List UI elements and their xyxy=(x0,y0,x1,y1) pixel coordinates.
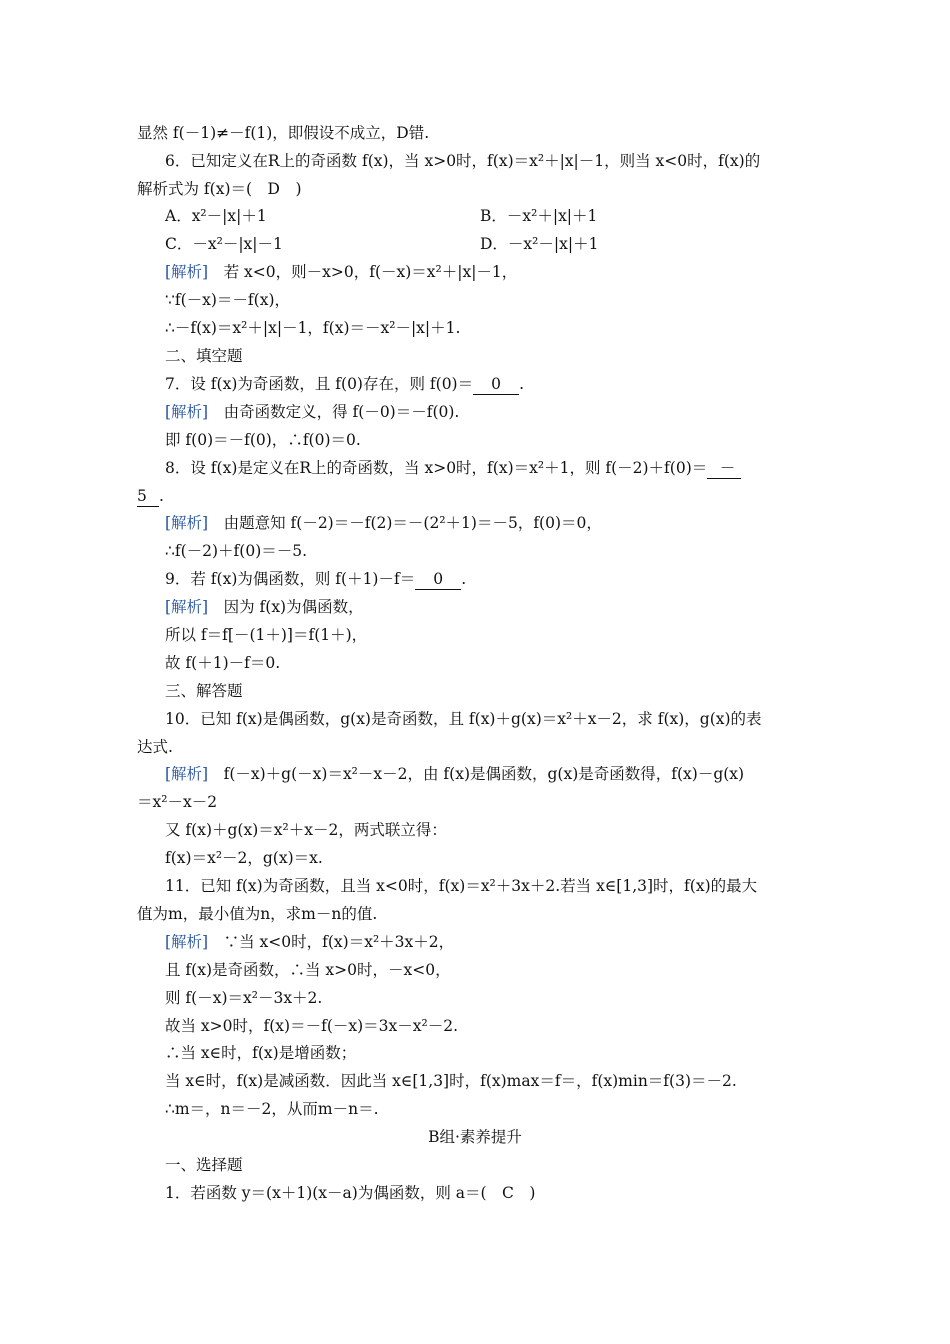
question-text: . xyxy=(461,570,467,588)
analysis-tag: [解析] xyxy=(165,598,209,616)
analysis-line xyxy=(165,513,602,533)
analysis-line xyxy=(165,402,459,422)
text-line: 故 f(＋1)－f＝0. xyxy=(165,654,281,672)
analysis-tag: [解析] xyxy=(165,765,209,783)
analysis-text: 若 x<0，则－x>0，f(－x)＝x²＋|x|－1， xyxy=(208,263,518,281)
question-text: 7．设 f(x)为奇函数，且 f(0)存在，则 f(0)＝ xyxy=(165,375,474,393)
question-8-cont xyxy=(137,486,164,507)
question-11: 11．已知 f(x)为奇函数，且当 x<0时，f(x)＝x²＋3x＋2.若当 x∈[1,3]时，f(x)的最大 xyxy=(165,877,758,895)
option-d: D．－x²－|x|＋1 xyxy=(480,235,599,253)
analysis-line xyxy=(165,597,364,617)
text-line: ∵f(－x)＝－f(x)， xyxy=(165,291,291,309)
question-text: 9．若 f(x)为偶函数，则 f(＋1)－f＝ xyxy=(165,570,416,588)
section-heading-choice: 一、选择题 xyxy=(165,1156,243,1174)
options-row xyxy=(165,234,599,254)
option-a: A．x²－|x|＋1 xyxy=(165,207,267,225)
analysis-tag: [解析] xyxy=(165,514,209,532)
question-text: 8．设 f(x)是定义在R上的奇函数，当 x>0时，f(x)＝x²＋1，则 f(－2)＋f(0)＝ xyxy=(165,459,708,477)
question-9 xyxy=(165,569,466,590)
question-8 xyxy=(165,458,741,479)
text-line: ∴f(－2)＋f(0)＝－5. xyxy=(165,542,308,560)
text-line: 当 x∈时，f(x)是减函数．因此当 x∈[1,3]时，f(x)max＝f＝，f(x)min＝f(3)＝－2. xyxy=(165,1072,737,1090)
text-line: 且 f(x)是奇函数，∴当 x>0时，－x<0， xyxy=(165,961,451,979)
section-heading-fill: 二、填空题 xyxy=(165,347,243,365)
question-text: . xyxy=(519,375,525,393)
question-6: 6．已知定义在R上的奇函数 f(x)，当 x>0时，f(x)＝x²＋|x|－1，则当 x<0时，f(x)的 xyxy=(165,152,761,170)
text-line: ∴m＝，n＝－2，从而m－n＝. xyxy=(165,1100,379,1118)
text-line: 即 f(0)＝－f(0)，∴f(0)＝0. xyxy=(165,431,361,449)
group-b-heading: B组·素养提升 xyxy=(428,1128,522,1146)
answer-blank: － xyxy=(707,458,741,479)
text-line: 所以 f＝f[－(1＋)]＝f(1＋)， xyxy=(165,626,368,644)
text-line: ＝x²－x－2 xyxy=(137,793,218,811)
answer-blank: 5 xyxy=(137,486,159,507)
question-10-cont: 达式. xyxy=(137,738,173,756)
answer-blank: 0 xyxy=(415,569,461,590)
question-text: . xyxy=(159,487,164,505)
text-line: 显然 f(－1)≠－f(1)，即假设不成立，D错. xyxy=(137,124,430,142)
analysis-tag: [解析] xyxy=(165,933,209,951)
analysis-text: 因为 f(x)为偶函数， xyxy=(208,598,364,616)
analysis-line xyxy=(165,932,454,952)
options-row xyxy=(165,206,598,226)
analysis-line xyxy=(165,764,744,784)
analysis-text: 由题意知 f(－2)＝－f(2)＝－(2²＋1)＝－5，f(0)＝0， xyxy=(208,514,602,532)
text-line: ∴－f(x)＝x²＋|x|－1，f(x)＝－x²－|x|＋1. xyxy=(165,319,461,337)
text-line: f(x)＝x²－2，g(x)＝x. xyxy=(165,849,323,867)
text-line: 故当 x>0时，f(x)＝－f(－x)＝3x－x²－2. xyxy=(165,1017,459,1035)
analysis-text: f(－x)＋g(－x)＝x²－x－2，由 f(x)是偶函数，g(x)是奇函数得，f(x)－g(x) xyxy=(208,765,745,783)
answer-blank: 0 xyxy=(473,374,519,395)
analysis-line xyxy=(165,262,517,282)
text-line: 则 f(－x)＝x²－3x＋2. xyxy=(165,989,323,1007)
option-c: C．－x²－|x|－1 xyxy=(165,235,283,253)
analysis-tag: [解析] xyxy=(165,403,209,421)
analysis-text: 由奇函数定义，得 f(－0)＝－f(0). xyxy=(208,403,460,421)
text-line: 又 f(x)＋g(x)＝x²＋x－2，两式联立得： xyxy=(165,821,447,839)
analysis-text: ∵当 x<0时，f(x)＝x²＋3x＋2， xyxy=(208,933,455,951)
section-heading-answer: 三、解答题 xyxy=(165,682,243,700)
option-b: B．－x²＋|x|＋1 xyxy=(480,207,598,225)
question-10: 10．已知 f(x)是偶函数，g(x)是奇函数，且 f(x)＋g(x)＝x²＋x－2，求 f(x)，g(x)的表 xyxy=(165,710,762,728)
question-7 xyxy=(165,374,524,395)
question-6-cont: 解析式为 f(x)＝( D ) xyxy=(137,180,302,198)
analysis-tag: [解析] xyxy=(165,263,209,281)
text-line: ∴当 x∈时，f(x)是增函数； xyxy=(165,1044,357,1062)
question-11-cont: 值为m，最小值为n，求m－n的值. xyxy=(137,905,378,923)
question-1: 1．若函数 y＝(x＋1)(x－a)为偶函数，则 a＝( C ) xyxy=(165,1184,536,1202)
